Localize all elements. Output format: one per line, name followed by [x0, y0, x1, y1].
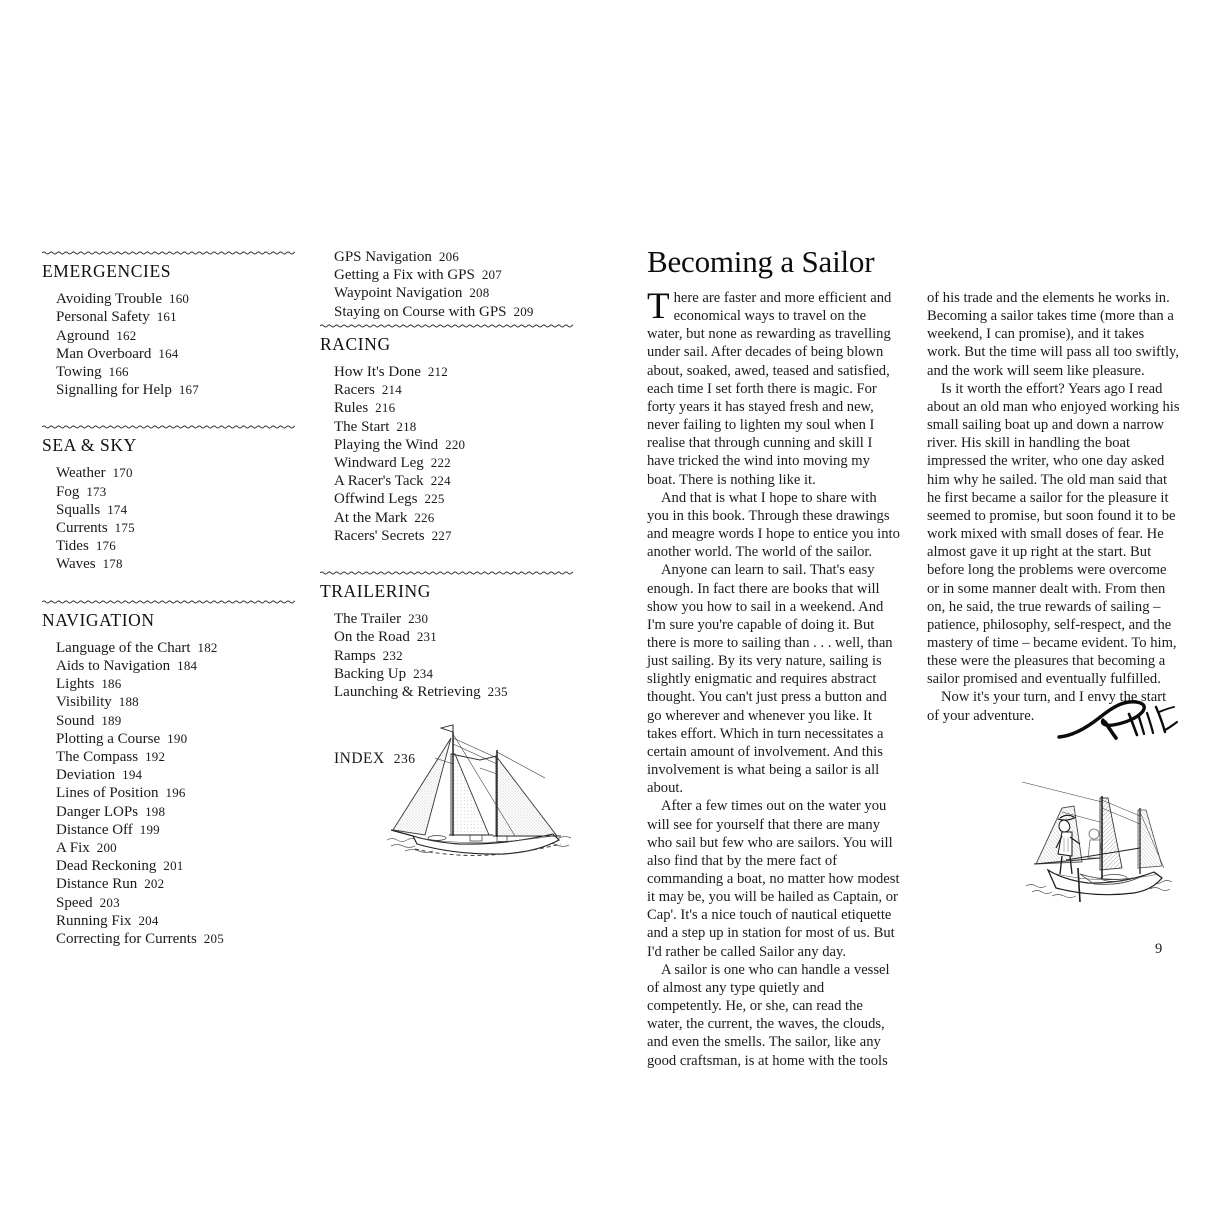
toc-entry-page-number: 167	[178, 382, 199, 398]
toc-entry-label: Offwind Legs	[334, 491, 418, 508]
toc-entry-label: Waypoint Navigation	[334, 285, 463, 302]
toc-entry-label: Danger LOPs	[56, 803, 139, 820]
toc-entry-label: At the Mark	[334, 509, 408, 526]
toc-section-title: NAVIGATION	[42, 609, 155, 630]
toc-entry[interactable]	[56, 821, 297, 839]
toc-entry[interactable]	[56, 712, 297, 730]
essay-column-left	[647, 286, 900, 1070]
toc-entry-page-number: 207	[481, 267, 502, 283]
toc-entry[interactable]	[56, 930, 297, 948]
toc-entry-list	[42, 639, 297, 948]
toc-entry[interactable]	[334, 363, 575, 381]
toc-section	[42, 422, 297, 573]
toc-entry-page-number: 166	[108, 363, 129, 379]
essay-paragraph: Is it worth the effort? Years ago I read about an old man who enjoyed working his small sailing boat up and down a narrow river. His skill in handling the boat impressed the writer, who one day asked him why he sailed. The old man said that he first became a sailor for the pleasure it seemed to promise, but soon found it to be work mixed with small doses of fear. He almost gave it up right at the start. But before long the problems were overcome or in some manner dealt with. From then on, he said, the true rewards of sailing – patience, philosophy, self-respect, and the mastery of time – became evident. To him, these were the pleasures that becoming a sailor promised and eventually fulfilled.	[927, 380, 1180, 688]
toc-entry-list	[42, 464, 297, 573]
toc-entry-list	[320, 363, 575, 545]
toc-entry-page-number: 192	[145, 749, 166, 765]
toc-entry[interactable]	[56, 501, 297, 519]
toc-entry[interactable]	[334, 490, 575, 508]
toc-entry-label: Aground	[56, 327, 110, 344]
wavy-divider-rule	[42, 597, 295, 606]
toc-entry[interactable]	[56, 857, 297, 875]
essay-paragraph	[647, 286, 900, 489]
toc-entry-label: Aids to Navigation	[56, 658, 171, 675]
toc-entry-page-number: 196	[165, 785, 186, 801]
toc-entry-label: Dead Reckoning	[56, 858, 157, 875]
toc-entry[interactable]	[334, 628, 575, 646]
toc-entry-page-number: 204	[138, 912, 159, 928]
toc-entry-list	[320, 610, 575, 701]
essay-paragraph: Anyone can learn to sail. That's easy enough. In fact there are books that will show you how to sail in a weekend. And I'm sure you're capable of doing it. But there is more to sailing than . . . well, than just sailing. By its very nature, sailing is slightly enigmatic and requires abstract thought. You can't just press a button and go wherever and whenever you like. It takes effort. Which in turn necessitates a certain amount of involvement. And this involvement is what being a sailor is all about.	[647, 562, 893, 797]
toc-entry-page-number: 230	[408, 611, 429, 627]
toc-entry-page-number: 216	[375, 400, 396, 416]
toc-entry-page-number: 202	[144, 876, 165, 892]
toc-entry-page-number: 173	[86, 483, 107, 499]
toc-entry-page-number: 189	[101, 712, 122, 728]
toc-entry[interactable]	[334, 610, 575, 628]
toc-entry[interactable]	[56, 290, 297, 308]
toc-entry-label: Man Overboard	[56, 345, 152, 362]
toc-index-label: INDEX	[334, 750, 385, 767]
toc-entry-label: Distance Off	[56, 821, 133, 838]
toc-entry-page-number: 205	[203, 931, 224, 947]
toc-entry-label: Running Fix	[56, 912, 132, 929]
toc-entry-page-number: 164	[158, 345, 179, 361]
toc-entry[interactable]	[334, 418, 575, 436]
toc-entry-page-number: 182	[197, 639, 218, 655]
toc-entry-label: Squalls	[56, 501, 101, 518]
toc-entry[interactable]	[56, 675, 297, 693]
toc-entry[interactable]	[334, 527, 575, 545]
toc-section-title: SEA & SKY	[42, 435, 137, 456]
toc-entry-label: How It's Done	[334, 363, 421, 380]
toc-entry-label: Rules	[334, 400, 369, 417]
toc-entry[interactable]	[334, 248, 575, 266]
toc-entry[interactable]	[334, 509, 575, 527]
toc-entry[interactable]	[56, 639, 297, 657]
toc-entry-label: Lights	[56, 676, 95, 693]
toc-entry-label: Windward Leg	[334, 454, 424, 471]
toc-entry-page-number: 170	[112, 465, 133, 481]
toc-entry-label: Launching & Retrieving	[334, 683, 481, 700]
essay-column-right	[927, 289, 1180, 725]
toc-entry-label: The Compass	[56, 749, 139, 766]
toc-entry-page-number: 184	[177, 658, 198, 674]
toc-entry-label: Waves	[56, 556, 96, 573]
toc-entry-page-number: 194	[122, 767, 143, 783]
toc-entry-page-number: 178	[102, 556, 123, 572]
essay-paragraph: A sailor is one who can handle a vessel of almost any type quietly and competently. He, or she, can read the water, the current, the waves, the clouds, and even the smells. The sailor, like any good craftsman, is at home with the tools	[647, 961, 890, 1069]
toc-column-2	[320, 248, 575, 701]
toc-entry-page-number: 208	[469, 285, 490, 301]
toc-entry-label: Towing	[56, 363, 102, 380]
toc-entry-label: Staying on Course with GPS	[334, 303, 507, 320]
toc-entry-page-number: 206	[438, 249, 460, 264]
author-signature	[1055, 692, 1185, 754]
toc-entry[interactable]	[334, 647, 575, 665]
toc-entry-label: A Racer's Tack	[334, 473, 424, 490]
toc-entry-page-number: 225	[424, 491, 445, 507]
toc-entry[interactable]	[334, 472, 575, 490]
toc-entry[interactable]	[56, 657, 297, 675]
toc-entry-label: A Fix	[56, 840, 90, 857]
toc-entry-label: Racers	[334, 382, 375, 399]
toc-entry-label: Sound	[56, 712, 95, 729]
essay-paragraph: After a few times out on the water you will see for yourself that there are many who sail but few who are sailors. You will also find that by the mere fact of commanding a boat, no matter how modest it may be, you will be hailed as Captain, or Cap'. It's a nice touch of nautical etiquette and a step up in station for most of us. But I'd rather be called Sailor any day.	[647, 798, 900, 960]
essay-paragraph: And that is what I hope to share with you in this book. Through these drawings and meagre words I hope to entice you into another world. The world of the sailor.	[647, 489, 900, 561]
toc-entry[interactable]	[56, 875, 297, 893]
toc-entry-page-number: 224	[430, 473, 451, 489]
toc-entry[interactable]	[56, 464, 297, 482]
toc-entry[interactable]	[334, 399, 575, 417]
toc-entry-label: Tides	[56, 538, 89, 555]
essay-page	[607, 0, 1214, 1214]
toc-entry[interactable]	[56, 327, 297, 345]
toc-entry-page-number: 234	[413, 665, 434, 681]
schooner-illustration	[385, 718, 585, 873]
toc-entry-page-number: 198	[145, 803, 166, 819]
wavy-divider-rule	[42, 248, 295, 257]
toc-entry-label: Language of the Chart	[56, 639, 191, 656]
sailing-dinghy-illustration	[1022, 782, 1190, 908]
toc-entry-label: Lines of Position	[56, 785, 159, 802]
toc-entry-label: Weather	[56, 465, 106, 482]
wavy-divider-rule	[320, 568, 573, 577]
toc-entry[interactable]	[56, 912, 297, 930]
toc-entry-label: Visibility	[56, 694, 112, 711]
toc-entry-page-number: 226	[414, 509, 435, 525]
toc-entry[interactable]	[56, 693, 297, 711]
toc-entry-label: Distance Run	[56, 876, 138, 893]
toc-entry-page-number: 162	[116, 327, 137, 343]
toc-entry[interactable]	[56, 730, 297, 748]
toc-entry-label: The Start	[334, 418, 390, 435]
toc-entry-label: Signalling for Help	[56, 382, 172, 399]
toc-entry-page-number: 212	[427, 363, 448, 379]
toc-entry-label: Fog	[56, 483, 80, 500]
toc-entry[interactable]	[56, 555, 297, 573]
toc-entry-page-number: 218	[396, 418, 417, 434]
toc-entry[interactable]	[56, 363, 297, 381]
toc-section	[42, 248, 297, 399]
toc-entry-list	[42, 290, 297, 399]
toc-entry-page-number: 188	[118, 694, 139, 710]
toc-entry[interactable]	[334, 284, 575, 302]
essay-paragraph: Now it's your turn, and I envy the start of your adventure.	[927, 689, 1167, 724]
toc-entry[interactable]	[334, 266, 575, 284]
toc-entry-label: Speed	[56, 894, 93, 911]
toc-entry-page-number: 174	[107, 501, 128, 517]
toc-entry[interactable]	[334, 665, 575, 683]
toc-entry[interactable]	[56, 766, 297, 784]
toc-entry-label: Ramps	[334, 647, 376, 664]
wavy-divider-rule	[320, 321, 573, 330]
toc-entry-label: The Trailer	[334, 611, 402, 628]
essay-paragraph: of his trade and the elements he works in. Becoming a sailor takes time (more than a weekend, I can promise), and it takes work. But the time will pass all too swiftly, and the work will seem like pleasure.	[927, 290, 1179, 379]
toc-entry-page-number: 175	[114, 520, 135, 536]
toc-entry-page-number: 161	[156, 309, 177, 325]
toc-entry[interactable]	[56, 839, 297, 857]
toc-entry[interactable]	[56, 784, 297, 802]
toc-entry[interactable]	[56, 748, 297, 766]
toc-entry-page-number: 199	[139, 821, 160, 837]
toc-entry-page-number: 227	[431, 527, 452, 543]
toc-entry[interactable]	[56, 381, 297, 399]
toc-entry[interactable]	[56, 894, 297, 912]
toc-entry-label: Correcting for Currents	[56, 931, 197, 948]
toc-entry-page-number: 231	[416, 629, 437, 645]
toc-entry-label: Deviation	[56, 767, 116, 784]
toc-entry-label: Getting a Fix with GPS	[334, 267, 475, 284]
toc-entry-label: Plotting a Course	[56, 730, 161, 747]
toc-entry[interactable]	[56, 483, 297, 501]
toc-entry-page-number: 235	[487, 683, 508, 699]
toc-entry-page-number: 190	[167, 730, 188, 746]
toc-entry-page-number: 220	[445, 436, 466, 452]
toc-entry-page-number: 176	[95, 538, 116, 554]
toc-index-page-number: 236	[393, 751, 416, 766]
toc-section-title: EMERGENCIES	[42, 261, 172, 281]
toc-entry-page-number: 160	[169, 291, 190, 307]
toc-entry[interactable]	[334, 303, 575, 321]
page-title: Becoming a Sailor	[647, 244, 875, 279]
toc-entry[interactable]	[334, 381, 575, 399]
toc-entry[interactable]	[334, 436, 575, 454]
toc-entry-page-number: 200	[96, 840, 117, 856]
toc-section	[320, 321, 575, 545]
toc-entry-page-number: 201	[163, 858, 184, 874]
toc-entry-label: Personal Safety	[56, 309, 150, 326]
toc-entry-label: On the Road	[334, 629, 410, 646]
essay-paragraph-text: here are faster and more efficient and economical ways to travel on the water, but none as rewarding as travelling under sail. After decades of being blown about, soaked, awed, teased and satisfied, each time I set forth there is magic. For forty years it has stayed fresh and new, never failing to lighten my soul when I realise that through cunning and skill I have tricked the wind into moving my boat. There is nothing like it.	[647, 290, 892, 488]
toc-entry[interactable]	[334, 683, 575, 701]
toc-entry-page-number: 186	[101, 676, 122, 692]
toc-column-1	[42, 248, 297, 948]
toc-entry[interactable]	[56, 537, 297, 555]
toc-entry[interactable]	[56, 308, 297, 326]
toc-section-title: RACING	[320, 333, 391, 354]
toc-entry-label: GPS Navigation	[334, 249, 432, 265]
toc-entry-page-number: 222	[430, 454, 451, 470]
toc-entry-page-number: 232	[382, 647, 403, 663]
toc-entry-label: Currents	[56, 520, 108, 537]
toc-section	[42, 597, 297, 949]
toc-entry-page-number: 214	[381, 382, 402, 398]
toc-entry-page-number: 209	[513, 303, 534, 319]
toc-entry[interactable]	[56, 803, 297, 821]
toc-entry[interactable]	[56, 519, 297, 537]
toc-entry-label: Backing Up	[334, 665, 407, 682]
toc-entry-page-number: 203	[99, 894, 120, 910]
toc-entry-label: Playing the Wind	[334, 436, 439, 453]
toc-entry-label: Racers' Secrets	[334, 527, 425, 544]
toc-entry-label: Avoiding Trouble	[56, 291, 162, 308]
toc-section-title: TRAILERING	[320, 580, 431, 601]
toc-continued-entries	[320, 248, 575, 321]
drop-cap: T	[647, 286, 670, 327]
wavy-divider-rule	[42, 422, 295, 431]
toc-entry[interactable]	[56, 345, 297, 363]
page-number: 9	[1155, 941, 1163, 957]
toc-entry[interactable]	[334, 454, 575, 472]
toc-section	[320, 568, 575, 701]
